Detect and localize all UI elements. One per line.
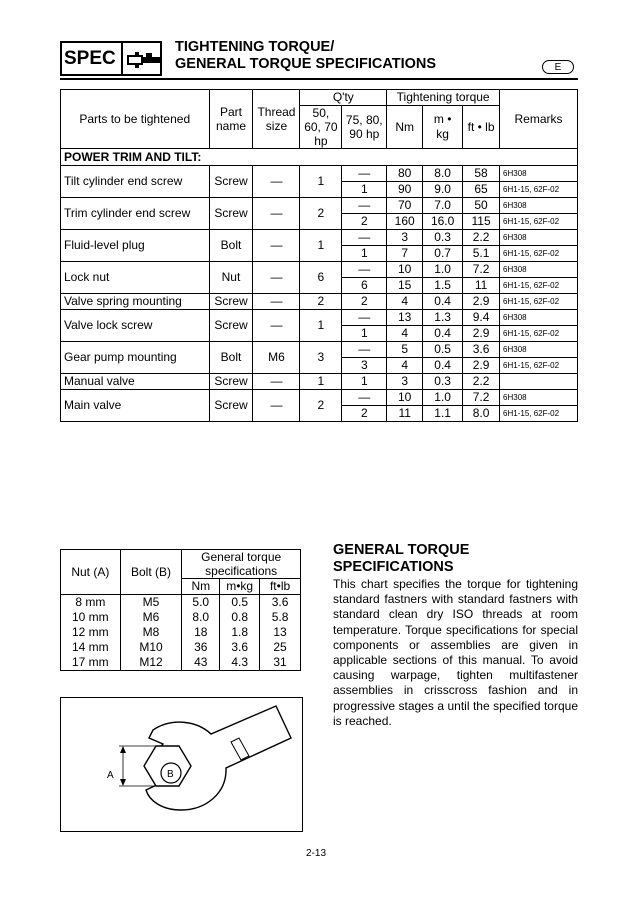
wrench-nut-illustration <box>61 698 302 831</box>
cell-ft: 3.6 <box>260 595 301 611</box>
tightening-torque-table <box>60 89 578 422</box>
general-torque-heading <box>333 542 469 576</box>
spec-badge <box>60 41 162 76</box>
cell-ft: 31 <box>260 655 301 671</box>
cell-qty-b: — <box>342 310 387 326</box>
cell-nm: 80 <box>387 166 423 182</box>
cell-qty-b: 2 <box>342 406 387 422</box>
cell-qty-a: 2 <box>300 294 342 310</box>
cell-thread: — <box>253 230 300 262</box>
cell-part: Tilt cylinder end screw <box>61 166 210 198</box>
cell-remarks: 6H308 <box>500 230 578 246</box>
cell-part: Main valve <box>61 390 210 422</box>
cell-nm: 10 <box>387 262 423 278</box>
header-remarks: Remarks <box>500 90 578 149</box>
cell-mkg: 4.3 <box>220 655 260 671</box>
header-general-spec: General torque specifications <box>182 550 301 579</box>
cell-qty-b: 1 <box>342 374 387 390</box>
cell-qty-a: 3 <box>300 342 342 374</box>
cell-ftlb: 5.1 <box>463 246 500 262</box>
cell-remarks: 6H308 <box>500 342 578 358</box>
cell-mkg: 1.0 <box>423 262 463 278</box>
page-title <box>175 39 436 73</box>
header-tightening-torque: Tightening torque <box>387 90 500 106</box>
cell-mkg: 0.3 <box>423 230 463 246</box>
cell-ftlb: 11 <box>463 278 500 294</box>
cell-nut: 10 mm <box>61 610 121 625</box>
cell-mkg: 1.3 <box>423 310 463 326</box>
cell-qty-a: 2 <box>300 390 342 422</box>
cell-qty-b: — <box>342 262 387 278</box>
cell-mkg: 1.1 <box>423 406 463 422</box>
table-row <box>61 342 578 358</box>
table-row <box>61 655 301 671</box>
table-row <box>61 198 578 214</box>
cell-mkg: 8.0 <box>423 166 463 182</box>
table-row <box>61 262 578 278</box>
cell-ftlb: 58 <box>463 166 500 182</box>
torque-wrench-icon <box>126 50 162 70</box>
cell-nm: 8.0 <box>182 610 220 625</box>
cell-mkg: 0.7 <box>423 246 463 262</box>
header-qty: Q'ty <box>300 90 387 106</box>
table-row <box>61 640 301 655</box>
cell-mkg: 1.0 <box>423 390 463 406</box>
cell-qty-b: 1 <box>342 326 387 342</box>
cell-ftlb: 2.9 <box>463 326 500 342</box>
cell-part-name: Screw <box>209 390 253 422</box>
cell-remarks: 6H1-15, 62F-02 <box>500 358 578 374</box>
cell-nm: 5.0 <box>182 595 220 611</box>
cell-qty-b: 1 <box>342 182 387 198</box>
cell-qty-a: 1 <box>300 230 342 262</box>
cell-part: Valve lock screw <box>61 310 210 342</box>
section-power-trim-tilt: POWER TRIM AND TILT: <box>61 149 578 166</box>
cell-part-name: Screw <box>209 310 253 342</box>
cell-nm: 43 <box>182 655 220 671</box>
cell-nm: 4 <box>387 326 423 342</box>
general-table-body <box>61 550 301 671</box>
cell-bolt: M5 <box>120 595 182 611</box>
cell-mkg: 0.4 <box>423 294 463 310</box>
cell-qty-a: 1 <box>300 310 342 342</box>
cell-mkg: 3.6 <box>220 640 260 655</box>
cell-ftlb: 8.0 <box>463 406 500 422</box>
cell-qty-b: — <box>342 230 387 246</box>
cell-remarks: 6H308 <box>500 310 578 326</box>
cell-ft: 13 <box>260 625 301 640</box>
cell-ftlb: 2.9 <box>463 294 500 310</box>
table-row <box>61 595 301 611</box>
cell-bolt: M6 <box>120 610 182 625</box>
cell-qty-a: 1 <box>300 374 342 390</box>
header-mkg: m • kg <box>423 106 463 149</box>
cell-mkg: 7.0 <box>423 198 463 214</box>
cell-mkg: 0.3 <box>423 374 463 390</box>
cell-thread: — <box>253 374 300 390</box>
cell-nm: 10 <box>387 390 423 406</box>
title-line-1: TIGHTENING TORQUE/ <box>175 39 335 55</box>
cell-ft: 5.8 <box>260 610 301 625</box>
cell-nm: 36 <box>182 640 220 655</box>
cell-thread: — <box>253 198 300 230</box>
cell-qty-a: 6 <box>300 262 342 294</box>
cell-ftlb: 7.2 <box>463 390 500 406</box>
cell-part: Manual valve <box>61 374 210 390</box>
cell-bolt: M8 <box>120 625 182 640</box>
cell-nut: 12 mm <box>61 625 121 640</box>
cell-qty-b: — <box>342 198 387 214</box>
cell-nm: 4 <box>387 358 423 374</box>
cell-qty-b: 3 <box>342 358 387 374</box>
cell-qty-b: — <box>342 166 387 182</box>
cell-qty-b: 2 <box>342 294 387 310</box>
cell-part-name: Screw <box>209 166 253 198</box>
table-row <box>61 310 578 326</box>
cell-part: Valve spring mounting <box>61 294 210 310</box>
cell-nm: 13 <box>387 310 423 326</box>
cell-ftlb: 65 <box>463 182 500 198</box>
cell-mkg: 0.8 <box>220 610 260 625</box>
cell-part-name: Screw <box>209 294 253 310</box>
cell-nut: 17 mm <box>61 655 121 671</box>
cell-thread: — <box>253 390 300 422</box>
cell-ftlb: 2.2 <box>463 230 500 246</box>
cell-qty-a: 2 <box>300 198 342 230</box>
cell-ftlb: 9.4 <box>463 310 500 326</box>
cell-mkg: 0.4 <box>423 326 463 342</box>
cell-qty-b: — <box>342 342 387 358</box>
cell-thread: — <box>253 310 300 342</box>
general-torque-table <box>60 549 301 671</box>
label-a: A <box>107 770 114 781</box>
header-parts: Parts to be tightened <box>61 90 210 149</box>
cell-mkg: 16.0 <box>423 214 463 230</box>
cell-qty-b: 2 <box>342 214 387 230</box>
cell-ftlb: 2.9 <box>463 358 500 374</box>
heading-line-2: SPECIFICATIONS <box>333 559 454 575</box>
header-ftlb: ft • lb <box>463 106 500 149</box>
cell-mkg: 9.0 <box>423 182 463 198</box>
cell-nm: 11 <box>387 406 423 422</box>
cell-nm: 70 <box>387 198 423 214</box>
wrench-figure <box>60 697 303 832</box>
cell-nm: 7 <box>387 246 423 262</box>
cell-mkg: 0.4 <box>423 358 463 374</box>
table-row <box>61 625 301 640</box>
cell-nm: 160 <box>387 214 423 230</box>
cell-qty-b: 6 <box>342 278 387 294</box>
cell-thread: — <box>253 166 300 198</box>
cell-part: Lock nut <box>61 262 210 294</box>
cell-remarks: 6H308 <box>500 262 578 278</box>
header-bolt: Bolt (B) <box>120 550 182 595</box>
table-row <box>61 610 301 625</box>
table-row <box>61 166 578 182</box>
cell-remarks: 6H1-15, 62F-02 <box>500 294 578 310</box>
cell-ftlb: 50 <box>463 198 500 214</box>
cell-nm: 4 <box>387 294 423 310</box>
cell-nut: 8 mm <box>61 595 121 611</box>
header-qty-b: 75, 80, 90 hp <box>342 106 387 149</box>
cell-remarks: 6H308 <box>500 166 578 182</box>
header-part-name: Part name <box>209 90 253 149</box>
cell-remarks: 6H308 <box>500 198 578 214</box>
cell-part-name: Bolt <box>209 230 253 262</box>
cell-nm: 18 <box>182 625 220 640</box>
cell-mkg: 1.8 <box>220 625 260 640</box>
cell-part-name: Screw <box>209 374 253 390</box>
cell-bolt: M12 <box>120 655 182 671</box>
cell-nm: 3 <box>387 374 423 390</box>
cell-remarks: 6H1-15, 62F-02 <box>500 214 578 230</box>
cell-nm: 5 <box>387 342 423 358</box>
page-number: 2-13 <box>306 848 327 859</box>
cell-nm: 15 <box>387 278 423 294</box>
cell-thread: — <box>253 262 300 294</box>
cell-nut: 14 mm <box>61 640 121 655</box>
cell-qty-a: 1 <box>300 166 342 198</box>
heading-line-1: GENERAL TORQUE <box>333 542 470 558</box>
table-row <box>61 390 578 406</box>
general-torque-body: This chart specifies the torque for tightening standard fastners with standard fastners with standard clean dry ISO threads at room temperature. Torque specifications for special components or assemblies are given in applicable sections of this manual. To avoid causing warpage, tighten multifastener assemblies in crisscross fashion and in progressive stages a until the specified torque is reached. <box>333 577 578 728</box>
cell-remarks: 6H1-15, 62F-02 <box>500 406 578 422</box>
cell-part-name: Nut <box>209 262 253 294</box>
header-nm: Nm <box>182 579 220 595</box>
header-qty-a: 50, 60, 70 hp <box>300 106 342 149</box>
cell-remarks: 6H1-15, 62F-02 <box>500 182 578 198</box>
cell-part: Gear pump mounting <box>61 342 210 374</box>
cell-ftlb: 7.2 <box>463 262 500 278</box>
cell-thread: M6 <box>253 342 300 374</box>
cell-qty-b: 1 <box>342 246 387 262</box>
cell-bolt: M10 <box>120 640 182 655</box>
title-line-2: GENERAL TORQUE SPECIFICATIONS <box>175 56 437 72</box>
cell-ft: 25 <box>260 640 301 655</box>
cell-ftlb: 115 <box>463 214 500 230</box>
torque-table-body <box>61 90 578 422</box>
cell-part: Fluid-level plug <box>61 230 210 262</box>
cell-ftlb: 2.2 <box>463 374 500 390</box>
spec-label: SPEC <box>64 48 116 69</box>
cell-part: Trim cylinder end screw <box>61 198 210 230</box>
table-row <box>61 230 578 246</box>
cell-mkg: 1.5 <box>423 278 463 294</box>
cell-remarks: 6H1-15, 62F-02 <box>500 278 578 294</box>
spec-divider <box>121 43 123 74</box>
table-row <box>61 374 578 390</box>
header-nut: Nut (A) <box>61 550 121 595</box>
table-row <box>61 294 578 310</box>
cell-ftlb: 3.6 <box>463 342 500 358</box>
cell-qty-b: — <box>342 390 387 406</box>
header-rule <box>60 78 578 80</box>
header-thread-size: Thread size <box>253 90 300 149</box>
cell-mkg: 0.5 <box>220 595 260 611</box>
cell-remarks: 6H1-15, 62F-02 <box>500 246 578 262</box>
cell-remarks: 6H1-15, 62F-02 <box>500 326 578 342</box>
cell-remarks: 6H308 <box>500 390 578 406</box>
cell-thread: — <box>253 294 300 310</box>
cell-nm: 90 <box>387 182 423 198</box>
cell-part-name: Screw <box>209 198 253 230</box>
header-ftlb: ft•lb <box>260 579 301 595</box>
header-mkg: m•kg <box>220 579 260 595</box>
cell-part-name: Bolt <box>209 342 253 374</box>
cell-mkg: 0.5 <box>423 342 463 358</box>
header-nm: Nm <box>387 106 423 149</box>
label-b: B <box>167 769 174 780</box>
cell-nm: 3 <box>387 230 423 246</box>
cell-remarks <box>500 374 578 390</box>
language-badge: E <box>542 60 574 74</box>
